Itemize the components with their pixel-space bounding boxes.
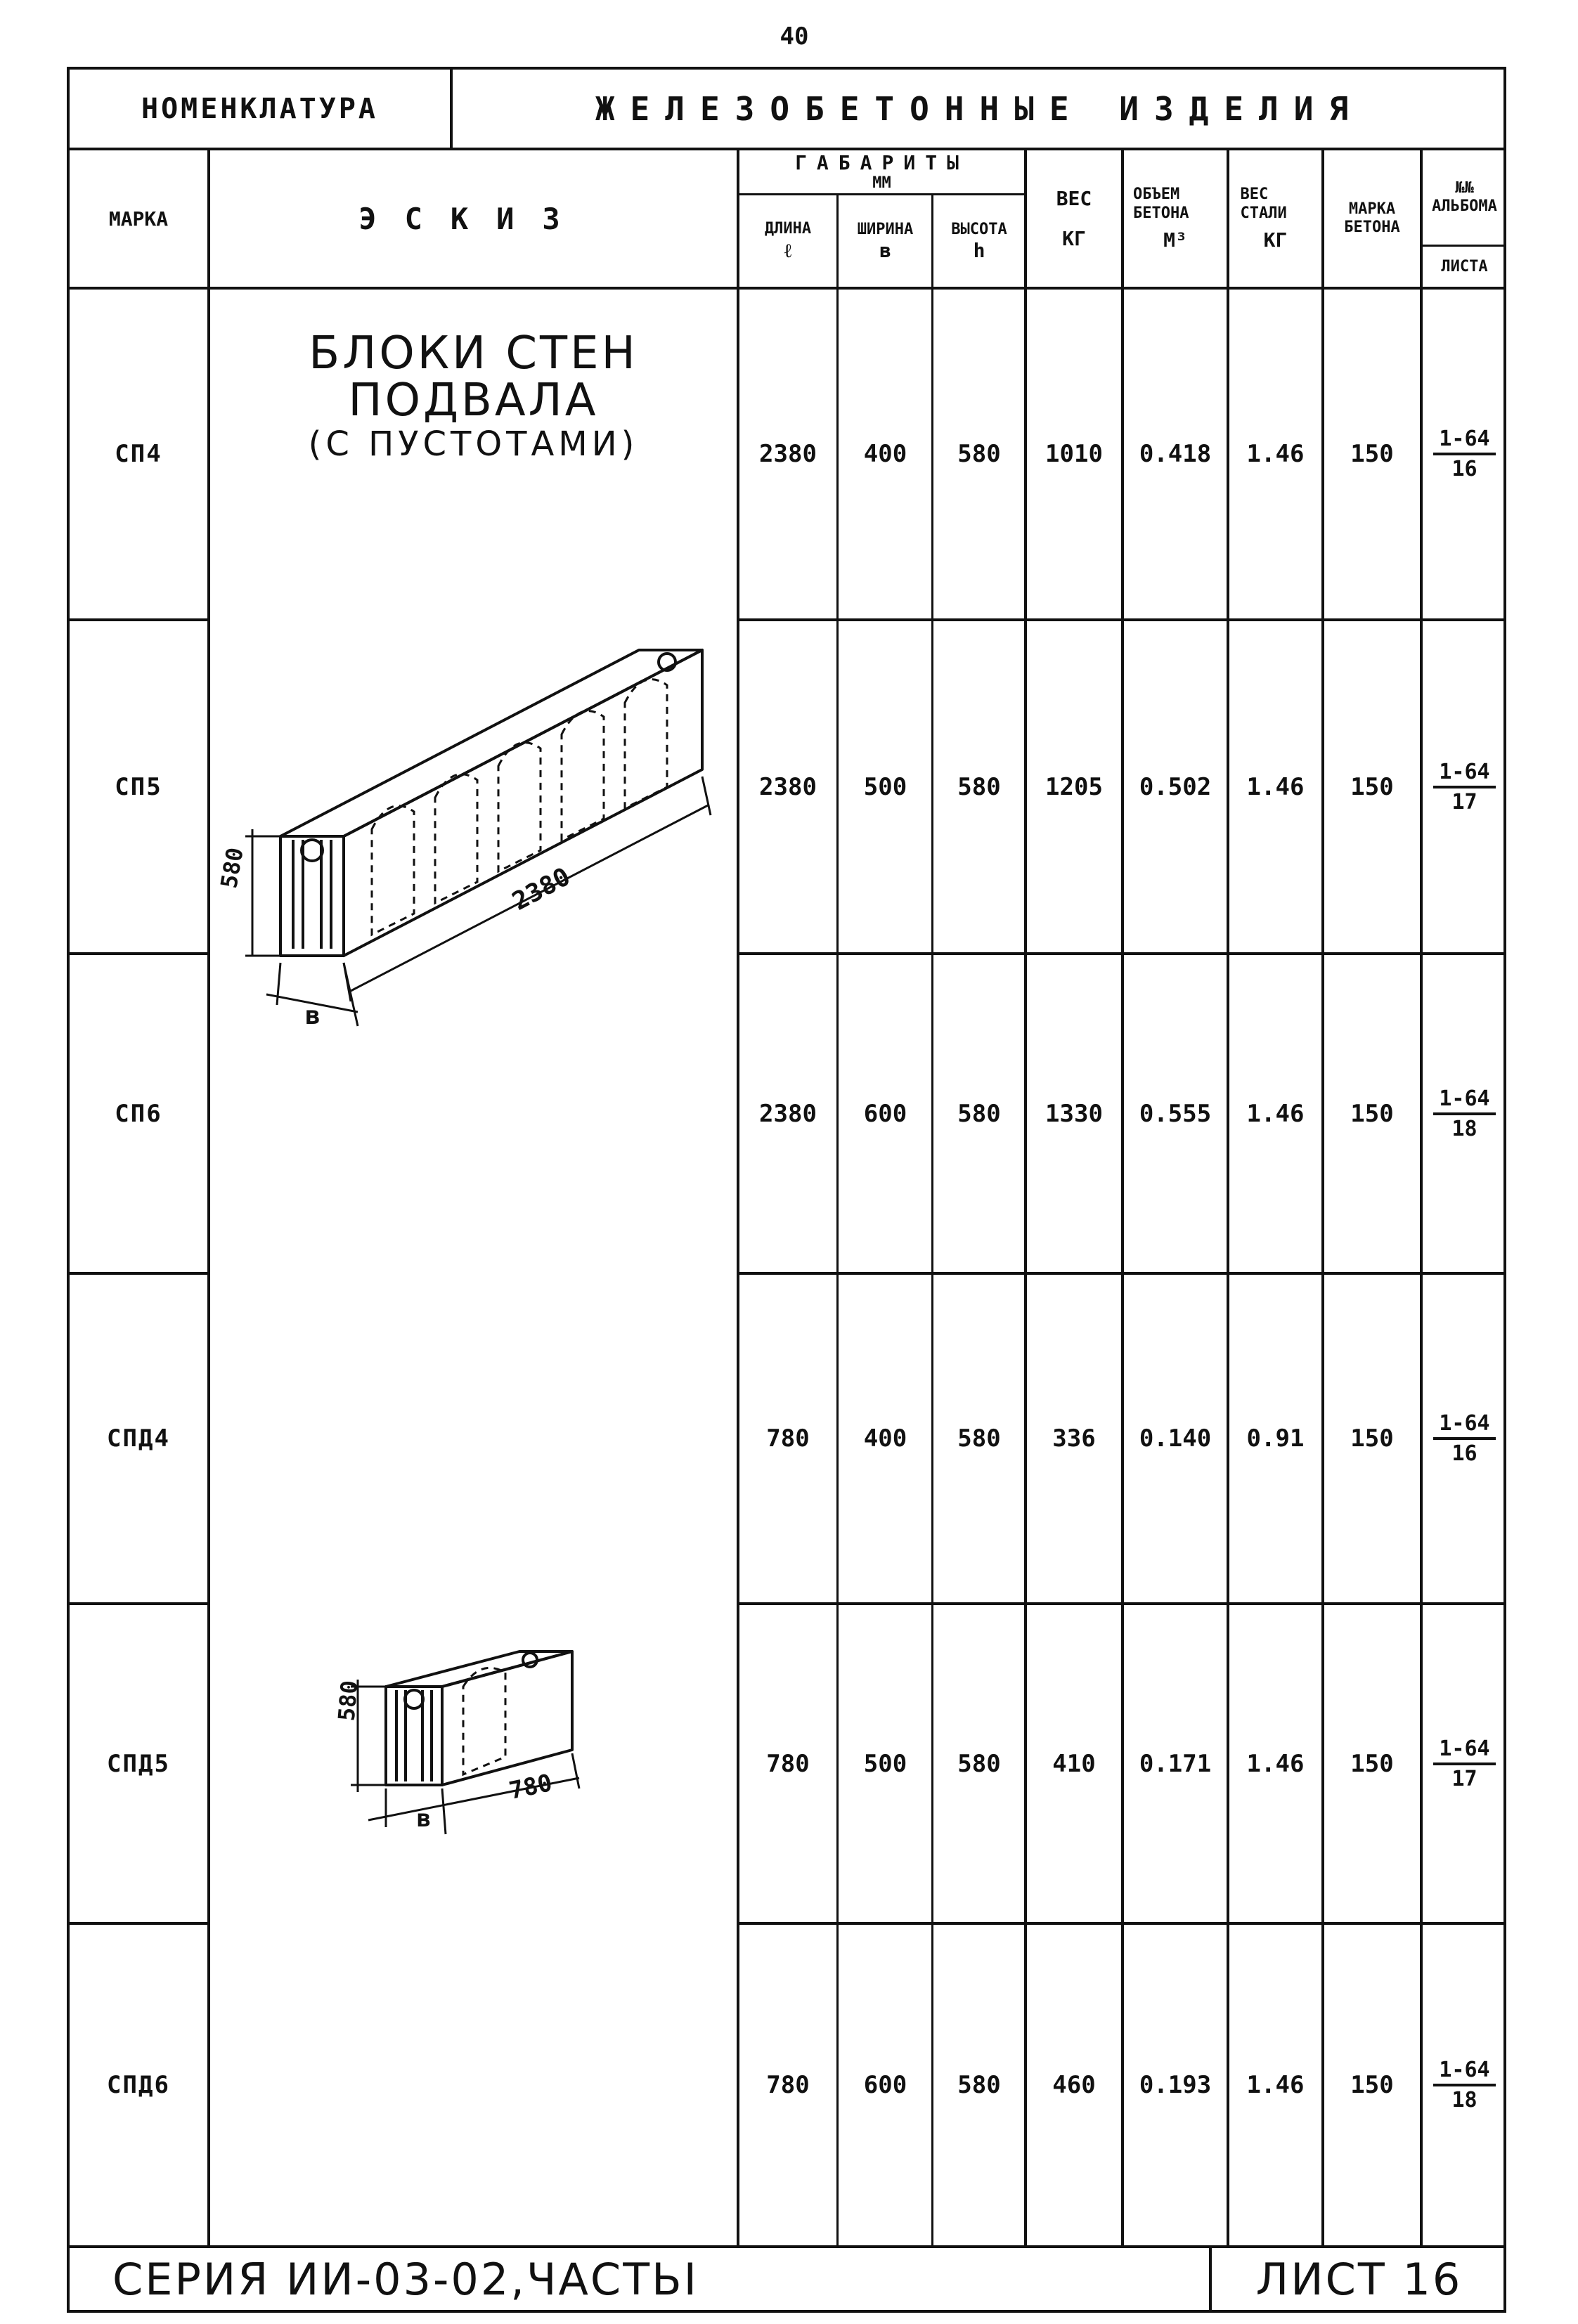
album-label: №№ АЛЬБОМА [1432, 178, 1497, 215]
small-block-side-face [442, 1651, 572, 1785]
sheet-number: 16 [1451, 1441, 1477, 1466]
row-steel: 1.46 [1246, 2071, 1305, 2099]
small-block-drawing [210, 1616, 737, 1883]
steel-weight-unit: КГ [1263, 228, 1288, 252]
row-grade: 150 [1350, 1424, 1394, 1453]
col-sheet: ЛИСТА [1441, 257, 1488, 275]
row-marka: СПД6 [107, 2071, 170, 2099]
large-block-drawing [210, 618, 737, 1110]
row-album-sheet [1423, 955, 1506, 1272]
sheet-label: ЛИСТ 16 [1255, 2253, 1463, 2305]
small-block-height-dim: 580 [332, 1679, 363, 1722]
col-length [739, 196, 836, 287]
rule [931, 193, 933, 2245]
small-block-front-face [386, 1687, 442, 1785]
row-width: 600 [863, 1099, 907, 1128]
col-concrete-grade [1324, 150, 1420, 287]
row-length: 780 [766, 2071, 810, 2099]
album-number: 1-64 [1433, 760, 1495, 788]
row-marka: СП5 [115, 772, 162, 801]
row-grade: 150 [1350, 1749, 1394, 1778]
steel-weight-label: ВЕС СТАЛИ [1240, 186, 1287, 222]
album-number: 1-64 [1433, 2058, 1495, 2086]
sketch-title-line1: БЛОКИ СТЕН [309, 327, 638, 379]
row-grade: 150 [1350, 1099, 1394, 1128]
col-weight [1027, 150, 1121, 287]
row-grade: 150 [1350, 772, 1394, 801]
weight-unit: КГ [1062, 227, 1086, 250]
row-length: 2380 [759, 440, 817, 468]
rule [1420, 245, 1506, 247]
album-number: 1-64 [1433, 1411, 1495, 1440]
sketch-title-line2: ПОДВАЛА [348, 375, 599, 427]
col-album [1423, 150, 1506, 245]
row-album-sheet [1423, 1925, 1506, 2245]
row-steel: 0.91 [1246, 1424, 1305, 1453]
sketch-subtitle: (С ПУСТОТАМИ) [308, 424, 639, 465]
row-length: 2380 [759, 772, 817, 801]
col-height [934, 196, 1024, 287]
row-length: 780 [766, 1749, 810, 1778]
document-title: ЖЕЛЕЗОБЕТОННЫЕ ИЗДЕЛИЯ [595, 89, 1364, 128]
row-weight: 336 [1052, 1424, 1096, 1453]
row-width: 500 [863, 1749, 907, 1778]
row-weight: 1330 [1045, 1099, 1103, 1128]
sheet-number: 18 [1451, 1116, 1477, 1141]
block-front-face [280, 836, 344, 956]
large-block-length-dim: 2380 [507, 862, 575, 916]
height-symbol: h [973, 239, 985, 263]
row-album-sheet [1423, 290, 1506, 618]
row-album-sheet [1423, 621, 1506, 952]
sheet-number: 18 [1451, 2088, 1477, 2112]
row-grade: 150 [1350, 2071, 1394, 2099]
row-width: 400 [863, 1424, 907, 1453]
row-height: 580 [957, 440, 1001, 468]
row-volume: 0.418 [1139, 440, 1212, 468]
row-width: 400 [863, 440, 907, 468]
col-concrete-volume [1124, 150, 1227, 287]
sheet-number: 17 [1451, 1766, 1477, 1791]
rule [737, 193, 1024, 195]
col-gabarity [739, 150, 1024, 193]
sheet-number: 16 [1451, 457, 1477, 481]
width-label: ШИРИНА [857, 220, 914, 238]
row-steel: 1.46 [1246, 1749, 1305, 1778]
row-width: 600 [863, 2071, 907, 2099]
row-steel: 1.46 [1246, 440, 1305, 468]
block-top-face [280, 650, 702, 836]
row-volume: 0.140 [1139, 1424, 1212, 1453]
row-marka: СП6 [115, 1099, 162, 1128]
row-volume: 0.502 [1139, 772, 1212, 801]
col-width [839, 196, 931, 287]
gabarity-unit: ММ [872, 174, 891, 192]
row-height: 580 [957, 772, 1001, 801]
small-block-top-face [386, 1651, 572, 1687]
large-block-height-dim: 580 [215, 845, 249, 890]
nomenclature-label: НОМЕНКЛАТУРА [141, 92, 378, 125]
row-volume: 0.193 [1139, 2071, 1212, 2099]
small-block-width-dim: в [416, 1805, 432, 1833]
small-block-length-dim: 780 [506, 1769, 555, 1805]
sketch-heading [210, 327, 737, 534]
row-length: 780 [766, 1424, 810, 1453]
col-sketch: ЭСКИЗ [358, 201, 588, 236]
concrete-volume-unit: М³ [1163, 228, 1187, 252]
gabarity-title: ГАБАРИТЫ [795, 150, 969, 174]
weight-label: ВЕС [1056, 187, 1092, 210]
row-marka: СПД4 [107, 1424, 170, 1453]
row-steel: 1.46 [1246, 1099, 1305, 1128]
col-marka: МАРКА [108, 207, 169, 231]
row-weight: 460 [1052, 2071, 1096, 2099]
album-number: 1-64 [1433, 1736, 1495, 1765]
concrete-grade-label: МАРКА БЕТОНА [1344, 200, 1400, 236]
row-height: 580 [957, 2071, 1001, 2099]
front-hole [302, 840, 323, 861]
length-symbol: ℓ [784, 238, 792, 262]
row-height: 580 [957, 1099, 1001, 1128]
large-block-width-dim: в [305, 1001, 321, 1030]
row-weight: 410 [1052, 1749, 1096, 1778]
row-height: 580 [957, 1424, 1001, 1453]
row-steel: 1.46 [1246, 772, 1305, 801]
small-front-hole [405, 1690, 423, 1708]
row-volume: 0.555 [1139, 1099, 1212, 1128]
row-length: 2380 [759, 1099, 817, 1128]
row-width: 500 [863, 772, 907, 801]
small-back-hole [523, 1653, 537, 1667]
row-album-sheet [1423, 1275, 1506, 1602]
width-symbol: в [879, 239, 891, 263]
album-number: 1-64 [1433, 427, 1495, 455]
length-label: ДЛИНА [764, 220, 812, 238]
row-height: 580 [957, 1749, 1001, 1778]
row-marka: СПД5 [107, 1749, 170, 1778]
page-number: 40 [780, 22, 809, 51]
rule [836, 193, 839, 2245]
height-label: ВЫСОТА [951, 220, 1007, 238]
row-weight: 1205 [1045, 772, 1103, 801]
row-album-sheet [1423, 1605, 1506, 1922]
col-steel-weight [1229, 150, 1321, 287]
row-marka: СП4 [115, 440, 162, 468]
series-label: СЕРИЯ ИИ-03-02,ЧАСТЬI [112, 2253, 699, 2305]
concrete-volume-label: ОБЪЕМ БЕТОНА [1133, 186, 1189, 222]
row-grade: 150 [1350, 440, 1394, 468]
row-weight: 1010 [1045, 440, 1103, 468]
sheet-number: 17 [1451, 789, 1477, 814]
row-volume: 0.171 [1139, 1749, 1212, 1778]
album-number: 1-64 [1433, 1086, 1495, 1115]
